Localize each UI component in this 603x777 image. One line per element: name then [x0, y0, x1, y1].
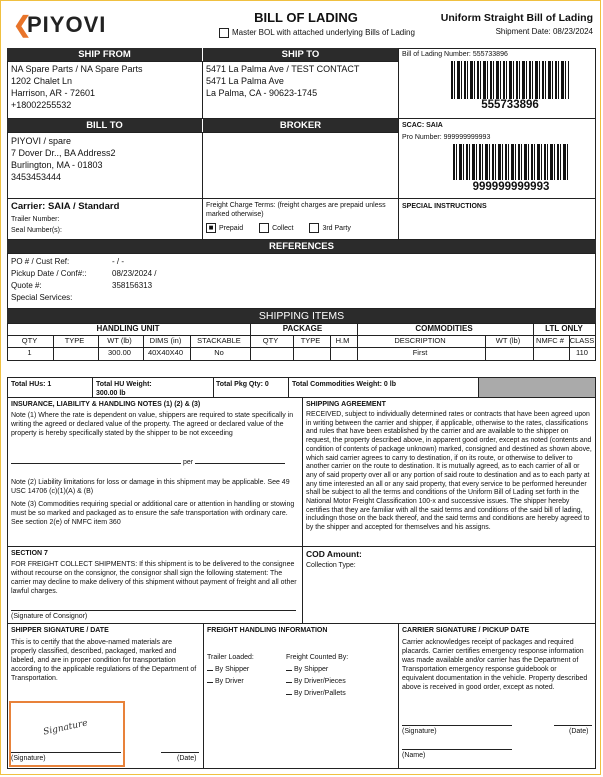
agreement-text: RECEIVED, subject to individually determined rates or contracts that have been agreed upon in writing between the carrier and shipper, if applicable, otherwise to the rates, classifications and rules that have been established by the carrier and are available to the shipper on request, the property described above, in apparent good order, except as noted (contents and condition of contents of package unknown) marked, consigned and destined as shown above, which said carrier agrees to carry to destination, if on its route, or otherwise to deliver to another carrier on the route to destination. It is mutually agreed, as to each carrier of all or any of said property over all or any portion of said route to destination and as to each party at any time interested an all or any said property, that every service to be performed hereunder shall be subject to all the terms and conditions of the Uniform Bill of Lading set forth in the National Motor Freight Classification 100-x and successive issues. The shipper hereby certifies that they are familiar with all the said terms and conditions of the said bill of lading, includingn those on the back thereof, and the said terms and conditions are hereby agreed to by the shipper and accepted for themselves and his assigns. [306, 411, 592, 532]
document-title: BILL OF LADING [254, 10, 358, 25]
counted-by-driver-pieces-option[interactable]: By Driver/Pieces [286, 676, 396, 688]
group-commodities: COMMODITIES [415, 324, 473, 333]
bill-to-line2: 7 Dover Dr.., BA Address2 [11, 148, 116, 158]
row-class: 110 [576, 348, 588, 357]
bill-to-address [11, 135, 201, 183]
col-pkg-qty: QTY [262, 336, 279, 345]
carrier-date-label: (Date) [569, 728, 589, 735]
pickup-value: 08/23/2024 / [112, 269, 157, 278]
ship-to-address [206, 63, 396, 99]
total-hus: Total HUs: 1 [11, 381, 52, 388]
po-label: PO # / Cust Ref: [11, 257, 70, 266]
third-party-checkbox[interactable] [309, 223, 319, 233]
prepaid-option[interactable] [206, 225, 243, 232]
carrier-signature-line[interactable] [402, 725, 512, 726]
ship-from-address [11, 63, 201, 111]
row-stackable: No [214, 348, 224, 357]
col-stackable: STACKABLE [197, 336, 241, 345]
bill-to-phone: 3453453444 [11, 172, 62, 182]
col-hu-qty: QTY [21, 336, 38, 345]
pro-barcode [453, 144, 569, 180]
freight-handling-heading: FREIGHT HANDLING INFORMATION [207, 627, 328, 634]
consignor-signature-label: (Signature of Consignor) [11, 613, 88, 620]
pro-barcode-text: 999999999993 [472, 181, 550, 193]
collect-checkbox[interactable] [259, 223, 269, 233]
insurance-heading: INSURANCE, LIABILITY & HANDLING NOTES (1) (2) & (3) [11, 401, 201, 408]
collection-type-label: Collection Type: [306, 562, 356, 569]
carrier-signature-heading: CARRIER SIGNATURE / PICKUP DATE [402, 627, 530, 634]
shipper-date-label: (Date) [177, 755, 197, 762]
col-nmfc: NMFC # [536, 336, 564, 345]
prepaid-label: Prepaid [219, 224, 244, 232]
carrier-date-line[interactable] [554, 725, 592, 726]
group-handling-unit: HANDLING UNIT [96, 324, 160, 333]
bill-to-line3: Burlington, MA - 01803 [11, 160, 103, 170]
references-values [112, 256, 262, 292]
scac-label: SCAC: SAIA [402, 122, 443, 129]
collect-label: Collect [272, 224, 294, 232]
total-commodities-weight: Total Commodities Weight: 0 lb [292, 381, 396, 388]
group-package: PACKAGE [282, 324, 323, 333]
ship-to-line3: La Palma, CA - 90623-1745 [206, 88, 318, 98]
logo-text: PIYOVI [27, 12, 107, 37]
col-hm: H.M [335, 336, 350, 345]
bol-barcode [451, 61, 569, 99]
carrier-signature-label: (Signature) [402, 728, 437, 735]
loaded-by-driver-option[interactable]: By Driver [207, 676, 287, 688]
freight-counted-group [286, 652, 396, 700]
group-ltl-only: LTL ONLY [545, 324, 583, 333]
total-hu-weight-value: 300.00 lb [96, 390, 126, 397]
loaded-by-shipper-option[interactable]: By Shipper [207, 664, 287, 676]
trailer-number-label: Trailer Number: [11, 216, 60, 223]
total-hu-weight-label: Total HU Weight: [96, 381, 152, 388]
declared-value-line [11, 458, 297, 467]
ship-from-line1: NA Spare Parts / NA Spare Parts [11, 64, 143, 74]
row-hu-qty: 1 [27, 348, 32, 357]
master-bol-checkbox[interactable] [219, 28, 229, 38]
shipping-items-heading: SHIPPING ITEMS [7, 309, 596, 323]
col-hu-dims: DIMS (in) [149, 336, 182, 345]
col-hu-type: TYPE [64, 336, 85, 345]
special-services-label: Special Services: [11, 293, 73, 302]
shipper-signature-line [11, 752, 121, 753]
pro-number-label: Pro Number: 999999999993 [402, 134, 491, 141]
row-hu-dims: 40X40X40 [147, 348, 184, 357]
ship-from-line3: Harrison, AR - 72601 [11, 88, 96, 98]
shipper-certification-text: This is to certify that the above-named materials are properly classified, described, packaged, marked and labeled, and are in proper condition for transportation according to the applicable regulations of the Department of Transportation. [11, 639, 197, 682]
row-description: First [412, 348, 428, 357]
po-value: - / - [112, 257, 124, 266]
col-pkg-type: TYPE [300, 336, 321, 345]
col-commodity-weight: WT (lb) [495, 336, 521, 345]
references-heading: REFERENCES [7, 240, 596, 253]
third-party-option[interactable] [309, 225, 350, 232]
row-hu-weight: 300.00 [108, 348, 131, 357]
special-instructions-label: SPECIAL INSTRUCTIONS [402, 203, 487, 210]
shipper-signature-heading: SHIPPER SIGNATURE / DATE [11, 627, 109, 634]
form-title: Uniform Straight Bill of Lading [440, 12, 593, 24]
master-bol-label: Master BOL with attached underlying Bills of Lading [232, 28, 415, 38]
counted-by-shipper-option[interactable]: By Shipper [286, 664, 396, 676]
bill-to-line1: PIYOVI / spare [11, 136, 72, 146]
ship-to-heading: SHIP TO [203, 48, 398, 61]
per-label: per [182, 459, 194, 466]
quote-label: Quote #: [11, 281, 42, 290]
carrier-name-label: (Name) [402, 752, 426, 759]
consignor-signature-line [11, 610, 296, 611]
logo [13, 11, 123, 37]
carrier-name-line[interactable] [402, 749, 512, 750]
ship-from-line2: 1202 Chalet Ln [11, 76, 73, 86]
ship-from-phone: +18002255532 [11, 100, 72, 110]
counted-by-driver-pallets-option[interactable]: By Driver/Pallets [286, 688, 396, 700]
freight-terms-label: Freight Charge Terms: (freight charges are prepaid unless marked otherwise) [206, 202, 386, 218]
references-labels [11, 256, 111, 304]
pickup-label: Pickup Date / Conf#:: [11, 269, 87, 278]
section7-text: FOR FREIGHT COLLECT SHIPMENTS: If this shipment is to be delivered to the consignee without recourse on the consignor, the consignor shall sign the following statement: The carrier may decline to make delivery of this shipment without payment of freight and all other lawful charges. [11, 561, 297, 595]
master-bol-option[interactable] [219, 28, 419, 39]
insurance-note1: Note (1) Where the rate is dependent on value, shippers are required to state specifically in writing the agreed or declared value of the property. The agreed or declared value of the property is hereby specifically stated by the shipper to be not exceeding [11, 412, 294, 437]
trailer-loaded-label: Trailer Loaded: [207, 654, 254, 661]
collect-option[interactable] [259, 225, 293, 232]
ship-to-line2: 5471 La Palma Ave [206, 76, 284, 86]
shipper-date-line [161, 752, 199, 753]
col-description: DESCRIPTION [394, 336, 446, 345]
ship-from-heading: SHIP FROM [7, 48, 202, 61]
quote-value: 358156313 [112, 281, 153, 290]
prepaid-checkbox[interactable]: ■ [206, 223, 216, 233]
agreement-heading: SHIPPING AGREEMENT [306, 401, 386, 408]
bol-number-label: Bill of Lading Number: 555733896 [402, 51, 508, 58]
carrier-label: Carrier: SAIA / Standard [11, 201, 120, 212]
section7-heading: SECTION 7 [11, 550, 48, 557]
total-pkg-qty: Total Pkg Qty: 0 [216, 381, 269, 388]
carrier-acknowledgement-text: Carrier acknowledges receipt of packages and required placards. Carrier certifies emergency response information was made available and/or carrier has the Department of Transportation emergency response guidebook or equivalent documentation in the vehicle. Property described above is received in good order, except as noted. [402, 639, 588, 691]
insurance-note3: Note (3) Commodities requiring special or additional care or attention in handling or stowing must be so marked and packaged as to ensure the safe transportation with ordinary care. See section 2(e) of NMFC item 360 [11, 501, 295, 526]
col-hu-weight: WT (lb) [107, 336, 132, 345]
freight-terms-options [206, 223, 396, 233]
insurance-note2: Note (2) Liability limitations for loss or damage in this shipment may be applicable. See 49 USC 14706 (c)(1)(A) & (B) [11, 479, 290, 495]
col-class: CLASS [569, 336, 595, 345]
third-party-label: 3rd Party [322, 224, 351, 232]
logo-chevron-icon: ❮ [13, 12, 32, 37]
freight-counted-label: Freight Counted By: [286, 654, 349, 661]
broker-heading: BROKER [203, 119, 398, 132]
shipment-date: Shipment Date: 08/23/2024 [495, 27, 593, 36]
total-hu-weight [96, 380, 206, 398]
seal-number-label: Seal Number(s): [11, 227, 62, 234]
bol-barcode-text: 555733896 [481, 99, 539, 111]
trailer-loaded-group [207, 652, 287, 688]
broker-box [202, 132, 399, 199]
cod-amount-label: COD Amount: [306, 549, 362, 559]
ship-to-line1: 5471 La Palma Ave / TEST CONTACT [206, 64, 360, 74]
bill-to-heading: BILL TO [7, 119, 202, 132]
shipper-signature-label: (Signature) [11, 755, 46, 762]
signature-image: Signature [42, 718, 89, 738]
